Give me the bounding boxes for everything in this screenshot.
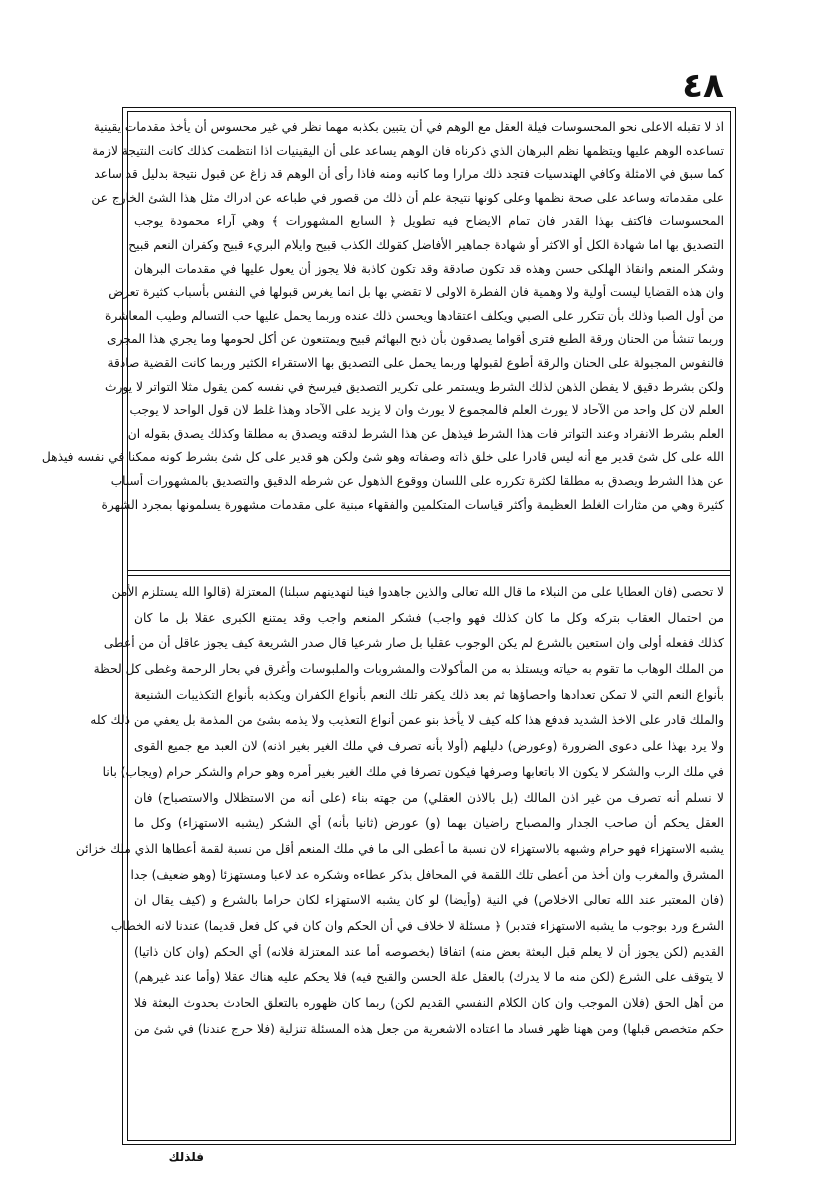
commentary-text-block [75, 580, 724, 1042]
section-divider-second [127, 575, 731, 576]
main-text-line: العلم بشرط الانفراد وعند التواتر فات هذا الشرط فيذهل عن هذا الشرط لدقته ويصدق به مطلقا وكذلك يصدق بقوله ان [127, 426, 724, 441]
main-text-line: التصديق بها اما شهادة الكل أو الاكثر أو شهادة جماهير الأفاضل كقولك الكذب قبيح وايلام البريء قبيح وكفران النعم قبيح [128, 237, 724, 252]
commentary-line: لا نسلم أنه تصرف من غير اذن المالك (بل بالاذن العقلي) من جهته بناء (على أنه من الاستظلال والاستصباح) فان [134, 790, 724, 805]
main-text-line: وان هذه القضايا ليست أولية ولا وهمية فان الفطرة الاولى لا تقضي بها بل انما يغرس قبولها في النفس بأسباب كثيرة تعرض [108, 285, 724, 300]
commentary-line: الشرع ورد بوجوب ما يشبه الاستهزاء فتدبر) ﴿ مسئلة لا خلاف في أن الحكم وان كان في كل فعل قديما) عندنا لانه الخطاب [110, 918, 724, 933]
main-text-line: المحسوسات فاكتف بهذا القدر فان تمام الايضاح فيه تطويل ﴿ السابع المشهورات ﴾ وهي آراء محمودة يوجب [134, 214, 724, 229]
main-text-line: تساعده الوهم عليها ويتظمها نظم البرهان الذي ذكرناه فان الوهم يساعد على أن اليقينيات اذا انتظمت كذلك كانت النتيجة لازمة [92, 143, 724, 158]
commentary-line: كذلك ففعله أولى وان استعين بالشرع لم يكن الوجوب عقليا بل صار شرعيا قال صدر الشريعة كيف يجوز عاقل أن من أعطى [103, 636, 724, 651]
main-text-line: الله على كل شئ قدير مع أنه ليس قادرا على خلق ذاته وصفاته وهو شئ ولكن هو قدير على كل شئ بشرط كونه ممكنا في نفسه فيذهل [41, 450, 724, 465]
main-text-line: كما سبق في الامثلة وكافي الهندسيات فتجد ذلك مرارا وما كانبه ومنه فاذا رأى أن الوهم قد زاغ عن قبول نتيجة بدليل قد ساعد [94, 167, 724, 182]
catchword: فلذلك [168, 1150, 204, 1164]
main-text-line: ولكن بشرط دقيق لا يفطن الذهن لذلك الشرط ويستمر على تكرير التصديق فيرسخ في نفسه كمن يقول مثلا التواتر لا يورث [105, 379, 724, 394]
main-text-line: العلم لان كل واحد من الآحاد لا يورث العلم فالمجموع لا يورث وان لا يزيد على الآحاد وهذا غلط لان قول الواحد لا يوجب [129, 403, 724, 418]
main-text-line: كثيرة وهي من مثارات الغلط العظيمة وأكثر قياسات المتكلمين والفقهاء مبنية على مقدمات مشهورة يسلمونها بمجرد الشهرة [101, 497, 724, 512]
commentary-line: من الملك الوهاب ما تقوم به حياته ويستلذ به من المأكولات والمشروبات والملبوسات وأغرق في بحار الرحمة وغطى كل لحظة [93, 662, 724, 677]
page-number: ٤٨ [682, 66, 724, 106]
main-text-line: من أول الصبا وذلك بأن تتكرر على الصبي ويكلف اعتقادها ويحسن ذلك عنده وربما يحمل عليها حب التسالم وطيب المعاشرة [105, 308, 724, 323]
main-text-line: وشكر المنعم وانقاذ الهلكى حسن وهذه قد تكون صادقة وقد تكون كاذبة فلا يجوز أن يعول عليها في مقدمات البرهان [134, 261, 724, 276]
commentary-line: في ملك الرب والشكر لا يكون الا باتعابها وصرفها فيكون تصرفا في ملك الغير بغير أمره وهو حرام والشكر حرام (ويجاب) بانا [102, 764, 724, 779]
section-divider [127, 570, 731, 571]
commentary-line: لا يتوقف على الشرع (لكن منه ما لا يدرك) بالعقل علة الحسن والقبح فيه) فلا يحكم عليه هناك عقلا (وأما عند غيرهم) [134, 970, 724, 985]
commentary-line: من احتمال العقاب بتركه وكل ما كان كذلك فهو واجب) فشكر المنعم واجب وقد يمتنع الكبرى عقلا بل ما كان [134, 610, 724, 625]
main-text-line: على مقدماته وساعد على صحة نظمها وعلى كونها نتيجة علم أن ذلك من قصور في طباعه عن ادراك مثل هذا الشئ الخارج عن [91, 190, 724, 205]
main-text-line: وربما تنشأ من الحنان ورقة الطبع فترى أقواما يصدقون بأن ذبح البهائم قبيح ويمتنعون عن أكل لحومها وما يجري هذا المجرى [107, 332, 724, 347]
commentary-line: يشبه الاستهزاء فهو حرام وشبهه بالاستهزاء لان نسبة ما أعطى الى ما في ملك المنعم أقل من نسبة لقمة أعطاها الذي ملك خزائن [75, 841, 724, 856]
commentary-line: ولا يرد بهذا على دعوى الضرورة (وعورض) دليلهم (أولا بأنه تصرف في ملك الغير بغير اذنه) لان العبد مع جميع القوى [134, 739, 724, 754]
commentary-line: لا تحصى (فان العطايا على من النبلاء ما قال الله تعالى والذين جاهدوا فينا لنهدينهم سبلنا) المعتزلة (قالوا الله يستلزم الأمن [111, 585, 724, 599]
commentary-line: والملك قادر على الاخذ الشديد فدفع هذا كله كيف لا يأخذ بنو عمن أنواع التعذيب ولا يذمه بشئ من المذمة بل يعفي من ذلك كله [90, 713, 724, 728]
commentary-line: العقل يحكم أن صاحب الجدار والمصباح راضيان بهما (و) عورض (ثانيا بأنه) أي الشكر (يشبه الاستهزاء) وكل ما [134, 816, 724, 831]
commentary-line: (فان المعتبر عند الله تعالى الاخلاص) في النية (وأيضا) لو كان يشبه الاستهزاء لكان حراما بالشرع و (كيف يقال ان [134, 893, 724, 908]
commentary-line: القديم (لكن يجوز أن لا يعلم قبل البعثة بعض منه) اتفاقا (بخصوصه أما عند المعتزلة فلانه) أي الحكم (وان كان ذاتيا) [134, 944, 724, 959]
commentary-line: حكم متخصص قبلها) ومن ههنا ظهر فساد ما اعتاده الاشعرية من جعل هذه المسئلة تنزلية (فلا حرج عندنا) في شئ من [134, 1021, 724, 1036]
commentary-line: بأنواع النعم التي لا تمكن تعدادها واحصاؤها ثم بعد ذلك يكفر تلك النعم بأنواع الكفران ويكذبه بأنواع التكذيبات الشنيعة [134, 687, 724, 702]
main-text-block [41, 116, 724, 517]
commentary-line: من أهل الحق (فلان الموجب وان كان الكلام النفسي القديم لكن) ربما كان ظهوره بالتعلق الحادث بحدوث البعثة فلا [134, 996, 724, 1010]
main-text-line: عن هذا الشرط ويصدق به مطلقا لكثرة تكرره على اللسان ووقوع الذهول عن شرطه الدقيق والتصديق بالمشهورات أسباب [110, 473, 724, 488]
commentary-line: المشرق والمغرب وان أخذ من أعطى تلك اللقمة في المحافل بذكر عطاءه وشكره عد لاعبا ومستهزئا (وهو ضعيف) جدا [130, 867, 724, 882]
main-text-line: اذ لا تقبله الاعلى نحو المحسوسات فيلة العقل مع الوهم في أن يتبين بكذبه مهما نظر في غير محسوس أن يأخذ مقدمات يقينية [93, 120, 724, 134]
main-text-line: فالنفوس المجبولة على الحنان والرقة أطوع لقبولها وربما يحمل على التصديق بها الاستقراء الكثير وربما كانت القضية صادقة [107, 355, 724, 370]
